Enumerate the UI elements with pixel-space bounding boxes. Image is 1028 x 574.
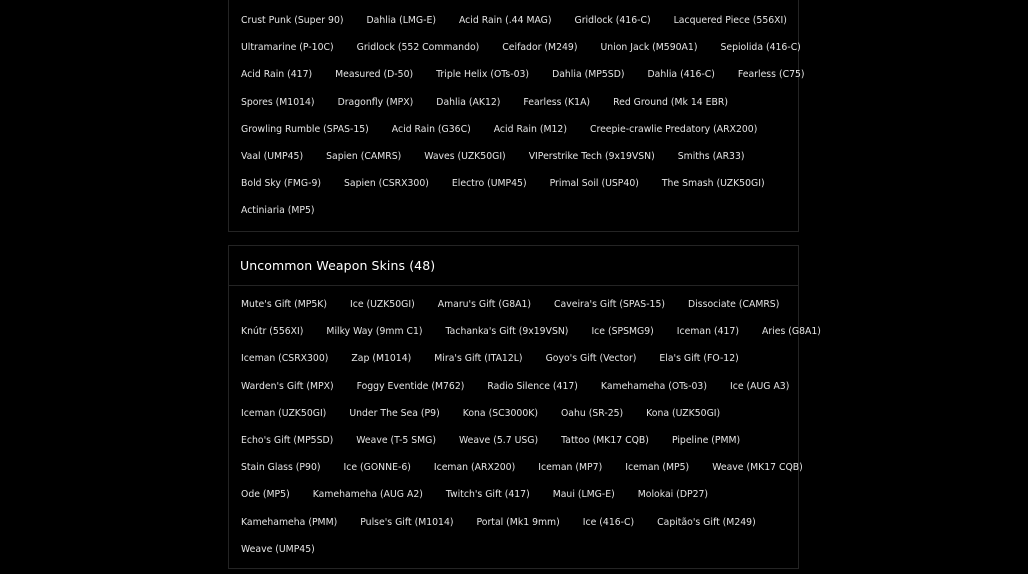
- skin-item[interactable]: Warden's Gift (MPX): [241, 380, 334, 392]
- skin-item[interactable]: Fearless (C75): [737, 69, 805, 81]
- skin-list: [229, 0, 805, 225]
- skin-row: [234, 34, 801, 61]
- skin-item[interactable]: Smiths (AR33): [677, 150, 745, 162]
- skin-item[interactable]: Gridlock (416-C): [574, 15, 651, 27]
- skin-item[interactable]: Iceman (CSRX300): [241, 353, 329, 365]
- skin-row: [234, 400, 794, 427]
- skin-item[interactable]: Iceman (UZK50GI): [241, 407, 327, 419]
- skin-row: [234, 143, 794, 170]
- skin-row: [234, 481, 794, 508]
- skin-item[interactable]: Foggy Eventide (M762): [356, 380, 465, 392]
- skin-row: [234, 61, 805, 88]
- skin-row: [234, 7, 794, 34]
- skin-row: [234, 509, 794, 536]
- skin-item[interactable]: Ice (GONNE-6): [343, 462, 411, 474]
- skin-item[interactable]: Red Ground (Mk 14 EBR): [613, 96, 728, 108]
- skin-item[interactable]: Kamehameha (OTs-03): [600, 380, 707, 392]
- skin-item[interactable]: Dahlia (AK12): [436, 96, 501, 108]
- skin-item[interactable]: Stain Glass (P90): [241, 462, 321, 474]
- skin-item[interactable]: Twitch's Gift (417): [445, 489, 530, 501]
- skin-item[interactable]: Growling Rumble (SPAS-15): [241, 123, 369, 135]
- skin-item[interactable]: Iceman (MP7): [538, 462, 603, 474]
- skin-item[interactable]: Pulse's Gift (M1014): [360, 516, 454, 528]
- skin-item[interactable]: Union Jack (M590A1): [600, 42, 698, 54]
- skin-item[interactable]: Sepiolida (416-C): [720, 42, 801, 54]
- skin-item[interactable]: Tachanka's Gift (9x19VSN): [445, 326, 569, 338]
- skin-item[interactable]: Goyo's Gift (Vector): [545, 353, 637, 365]
- skin-item[interactable]: Creepie-crawlie Predatory (ARX200): [589, 123, 758, 135]
- skin-row: [234, 170, 794, 197]
- skin-item[interactable]: Acid Rain (G36C): [391, 123, 471, 135]
- skin-item[interactable]: Bold Sky (FMG-9): [241, 178, 322, 190]
- skin-row: [234, 318, 821, 345]
- skin-item[interactable]: Molokai (DP27): [637, 489, 709, 501]
- skin-item[interactable]: Ultramarine (P-10C): [241, 42, 334, 54]
- skin-item[interactable]: Weave (T-5 SMG): [356, 434, 436, 446]
- skin-item[interactable]: Iceman (ARX200): [433, 462, 516, 474]
- skin-item[interactable]: Acid Rain (417): [241, 69, 313, 81]
- skins-panel-continued: [228, 0, 805, 232]
- skin-row: [234, 116, 794, 143]
- skin-item[interactable]: Kona (UZK50GI): [646, 407, 721, 419]
- skin-item[interactable]: Weave (UMP45): [241, 543, 315, 555]
- skin-item[interactable]: Actiniaria (MP5): [241, 205, 315, 217]
- skin-item[interactable]: Ode (MP5): [241, 489, 290, 501]
- skin-item[interactable]: Crust Punk (Super 90): [241, 15, 344, 27]
- skin-item[interactable]: Under The Sea (P9): [349, 407, 440, 419]
- skin-item[interactable]: Echo's Gift (MP5SD): [241, 434, 334, 446]
- skin-item[interactable]: Fearless (K1A): [523, 96, 591, 108]
- skin-item[interactable]: Dragonfly (MPX): [337, 96, 414, 108]
- skin-row: [234, 373, 794, 400]
- skin-item[interactable]: Mute's Gift (MP5K): [241, 299, 328, 311]
- skin-item[interactable]: Dissociate (CAMRS): [688, 299, 780, 311]
- skin-item[interactable]: Pipeline (PMM): [671, 434, 741, 446]
- skin-item[interactable]: Aries (G8A1): [761, 326, 821, 338]
- skin-row: [234, 197, 794, 224]
- skin-item[interactable]: Radio Silence (417): [487, 380, 578, 392]
- skin-item[interactable]: Kona (SC3000K): [462, 407, 538, 419]
- skin-item[interactable]: Amaru's Gift (G8A1): [437, 299, 532, 311]
- skin-item[interactable]: Kamehameha (AUG A2): [312, 489, 423, 501]
- skin-list: [229, 286, 821, 563]
- skin-item[interactable]: Ela's Gift (FO-12): [659, 353, 739, 365]
- skin-item[interactable]: Capitão's Gift (M249): [657, 516, 756, 528]
- skin-item[interactable]: Caveira's Gift (SPAS-15): [554, 299, 666, 311]
- skin-item[interactable]: Gridlock (552 Commando): [356, 42, 480, 54]
- skin-item[interactable]: Mira's Gift (ITA12L): [434, 353, 523, 365]
- skin-item[interactable]: The Smash (UZK50GI): [661, 178, 765, 190]
- skin-item[interactable]: Weave (5.7 USG): [458, 434, 539, 446]
- uncommon-skins-panel: [228, 245, 821, 569]
- skin-row: [234, 291, 794, 318]
- skin-item[interactable]: Iceman (MP5): [625, 462, 690, 474]
- skin-item[interactable]: Zap (M1014): [351, 353, 412, 365]
- skin-item[interactable]: Portal (Mk1 9mm): [476, 516, 560, 528]
- skin-item[interactable]: Acid Rain (.44 MAG): [458, 15, 552, 27]
- skin-item[interactable]: Tattoo (MK17 CQB): [561, 434, 649, 446]
- skin-item[interactable]: Ice (416-C): [582, 516, 635, 528]
- skin-item[interactable]: Sapien (CAMRS): [326, 150, 402, 162]
- skin-item[interactable]: Ice (SPSMG9): [591, 326, 654, 338]
- skin-item[interactable]: Oahu (SR-25): [560, 407, 624, 419]
- skin-item[interactable]: VIPerstrike Tech (9x19VSN): [528, 150, 655, 162]
- skin-item[interactable]: Iceman (417): [676, 326, 739, 338]
- skin-item[interactable]: Milky Way (9mm C1): [326, 326, 423, 338]
- skin-item[interactable]: Spores (M1014): [241, 96, 315, 108]
- skin-item[interactable]: Triple Helix (OTs-03): [436, 69, 530, 81]
- skin-item[interactable]: Knútr (556XI): [241, 326, 304, 338]
- skin-item[interactable]: Electro (UMP45): [451, 178, 527, 190]
- skin-row: [234, 427, 794, 454]
- skin-item[interactable]: Waves (UZK50GI): [424, 150, 506, 162]
- skin-item[interactable]: Dahlia (416-C): [647, 69, 715, 81]
- skin-item[interactable]: Weave (MK17 CQB): [712, 462, 803, 474]
- skin-item[interactable]: Vaal (UMP45): [241, 150, 304, 162]
- panel-header: [229, 246, 798, 286]
- skin-item[interactable]: Primal Soil (USP40): [549, 178, 639, 190]
- skin-row: [234, 454, 803, 481]
- skin-item[interactable]: Sapien (CSRX300): [344, 178, 429, 190]
- skin-row: [234, 536, 794, 563]
- skin-item[interactable]: Kamehameha (PMM): [241, 516, 338, 528]
- panel-title: Uncommon Weapon Skins (48): [240, 258, 436, 273]
- skin-item[interactable]: Dahlia (LMG-E): [366, 15, 436, 27]
- skin-item[interactable]: Ceifador (M249): [502, 42, 578, 54]
- skin-item[interactable]: Ice (UZK50GI): [350, 299, 415, 311]
- skin-row: [234, 345, 794, 372]
- skin-item[interactable]: Ice (AUG A3): [729, 380, 790, 392]
- skin-item[interactable]: Lacquered Piece (556XI): [673, 15, 787, 27]
- skin-item[interactable]: Measured (D-50): [335, 69, 414, 81]
- skin-item[interactable]: Maui (LMG-E): [552, 489, 615, 501]
- skin-item[interactable]: Acid Rain (M12): [493, 123, 567, 135]
- skin-item[interactable]: Dahlia (MP5SD): [552, 69, 625, 81]
- skin-row: [234, 89, 794, 116]
